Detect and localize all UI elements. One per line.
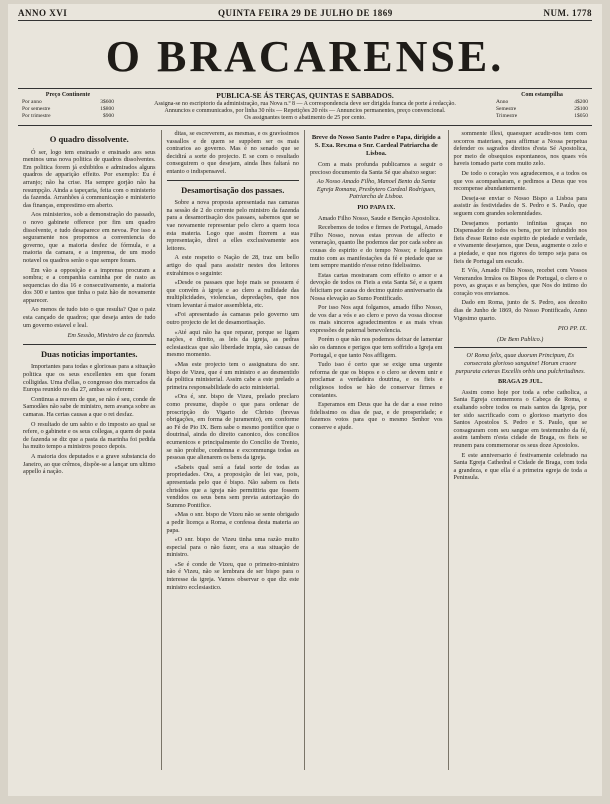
masthead-top-bar [18,8,592,21]
article-paragraph: Desejamos portanto infinitas graças no Dispensador de todos os bens, por ter infundido nos fieis d'esse Reino este espirito de piedade e verdade, e vivamente desejamos, que Deus, augmente o zelo e a piedade, e que nos rigores do tempo seja para os fieis de Portugal um escudo. [453,219,587,265]
article-paragraph: «Sabeis qual será a fatal sorte de todas as propriedades. Ora, a proposição de lei vae, pois, apresentada pelo que é bispo. Não sabem os fieis christãos que a igreja não permittiria que fossem vendidos os seus bens sem previa autorização do Summo Pontifice. [166,463,299,509]
article-paragraph: «Desde os passaes que hoje mais se possuem é que convém à igreja e ao clero a nullidade das multiplicidades, violencias, depredações, que nos viram levantar á maior assembleia, etc. [166,279,299,309]
article-paragraph: Esperamos em Deus que ha de dar a esse reino fidelissimo os dias de paz, e de prosperidade; e fazemos votos para que o mesmo Senhor vos conserve e ajude. [310,401,443,431]
article-paragraph: Dado em Roma, junto de S. Pedro, aos dezoito dias de Junho de 1869, do Nosso Pontificado, Anno Vigesimo quarto. [453,299,587,322]
issue-date: QUINTA FEIRA 29 DE JULHO DE 1869 [217,8,393,18]
price-value: 4$200 [574,99,588,105]
article-columns [18,130,592,770]
price-label: Trimestre [496,113,518,119]
article-signature: Em Sessão, Ministro de ca fazenda. [67,332,156,340]
article-paragraph: Tudo isso é certo que se exige uma urgente reforma de que os bispos e o clero se devem unir e proclamar a verdadeira doutrina, e os fieis e religiosos todos se hão de conservar firmes e constantes. [310,361,443,399]
article-paragraph: «Mas o snr. bispo de Vizeu não se sente obrigado a pedir licença a Roma, e confessa desta materia ao papa. [166,511,299,534]
article-paragraph: De todo o coração vos agradecemos, e a todos os que vos acompanharam, e pedimos a Deus que vos recompense abundantemente. [453,169,587,193]
pope-signature: PIO PP. IX. [557,325,587,333]
article-paragraph: «Até aqui não ha que reparar, porque se ligam nações, e direito, as leis da igreja, as pedras eclesiasticas que são liberdade impia, são causas de mesmo momento. [166,328,299,359]
pope-signature: PIO PAPA IX. [357,203,396,211]
letter-address: Ao Nosso Amado Filho, Manoel Bento da Santa Egreja Romana, Presbytero Cardeal Rodrigues, Patriarcha de Lisboa. [316,178,436,201]
price-label: Por anno [22,99,42,105]
article-paragraph: Assim como hoje por toda a orbe catholica, a Santa Egreja commemora o Cabeça de Roma, e exaltando sobre todos os mais santos da Igreja, por ter sido sacrificado com o glorioso martyrio dos Santos Apostolos S. Pedro e S. Paulo, que se consagraram com seu sangue em testemunho da fé, assim tambem n'esta cidade de Braga, os fieis se reunem para commemorar os seus doze Apostolos. [453,388,587,449]
article-paragraph: «Mas este projecto tem o assignatura do snr. bispo de Vizeu, que é um ministro e ao desmentido da politica ministerial. Assim cabe a este prelado a primeira responsabilidade do acto ministerial. [166,361,299,391]
article-heading: Breve do Nosso Santo Padre o Papa, dirigido a S. Exa. Rev.ma o Snr. Cardeal Patriarcha de Lisboa. [311,134,441,157]
article-paragraph: O resultado de um sabio e do imposto ao qual se refere, o gabinete e os seus collegas, a quem de pasta de fazenda se diz que a pasta da marinha foi pedida ha muito tempo a ministros pouco depois. [23,420,156,451]
newspaper-page [8,4,602,796]
article-paragraph: Por isso Nos aqui folgamos, amado filho Nosso, de vos dar a vós e ao clero e povo da vossa diocese os mais sinceros agradecimentos e as mais vivas expressões de paternal benevolencia. [310,304,443,334]
price-label: Anno [496,99,509,105]
article-paragraph: E este anniversario é festivamente celebrado na Santa Egreja Cathedral e Cidade de Braga, com toda a grandeza, e que ella é a primeira egreja de toda a Peninsula. [453,451,587,482]
price-label: Semestre [496,106,517,112]
publication-schedule: PUBLICA-SE ÁS TERÇAS, QUINTAS E SABBADOS. [216,91,394,100]
article-paragraph: «Ora é, snr. bispo de Vizeu, prelado preclaro como presume, dispõe o que para ordenar de proscripção do Vigario de Christo (brevas obrigações, em forma de juramento), em conforme ao Fé de Pio IX. Bem sabe o mesmo pontífice que o doutrinal, ainda do direito canonico, dos concilios ecumenicos e principalmente do Concilio de Trento, se não prohibe, condemna e excommunga todas as pessoas que alienarem os bens da igreja. [166,393,299,462]
article-paragraph: Deseja-se enviar o Nosso Bispo a Lisboa para assistir ás festividades de S. Pedro e S. Paulo, que seguem com grandes solemnidades. [453,194,587,217]
column-4 [449,130,593,770]
article-heading: Duas noticias importantes. [40,348,138,359]
article-paragraph: A maioria dos deputados e a grave substancia do Janeiro, ao que crêmos, dispõe-se a lançar um ultimo appello á nação. [23,452,156,476]
source-citation: (De Bem Publico.) [497,335,544,343]
article-paragraph: ditas, se escreverem, as mesmas, e os gravíssimos vassallos e de quem se suppõem ser os mais contrarios ao governo. Mas é no senado que se decidirá a sorte do projecto. E se com o resultado conseguirem o que desejam, ainda lhes faltará no entanto o indispensavel. [166,130,299,175]
price-label: Por trimestre [22,113,51,119]
info-line: Assigna-se no escriptorio da administração, rua Nova n.º 8 — A correspondencia deve ser dirigida franca de porte á redacção. [154,101,456,107]
latin-quote: O! Roma felix, quae duorum Principum, Es consecrata glorioso sanguine! Horum cruore purpurata ceteras Excellis orbis una pulchritudines. [455,352,586,375]
column-2 [162,130,306,770]
article-paragraph: Ó ser, logo tem ensinado e ensinado aos seus meninos uma nova politica de quadros dissolventes. Em politica forem já exhibidos e admirados alguns quadros de apparição effeito. Por exemplo: Eu é arranjo; não ha crise. Ha sempre gorjão não ha resumpção. Ainda a tapeçaria, feita com o ministerio da fazenda. Arranhões á communicação e ministerio das finanças, emprestimo em aberto. [23,148,156,209]
price-value: 1$050 [574,113,588,119]
price-heading-left: Preço Continente [45,92,91,98]
price-value: 1$800 [100,106,114,112]
article-paragraph: «O snr. bispo de Vizeu tinha uma razão muito especial para o não fazer, era a sua situação de ministro. [166,536,299,559]
article-paragraph: Ao menos de tudo isto o que resulta? Que o paiz esta cançado de quadros; que deseja antes de tudo um governo estavel e leal. [23,306,156,329]
article-paragraph: sommente illesi, quaesquer acudir-nos tem com socorros materiaes, para affirmar a Nossa perpetua defender os sagrados direitos d'esta Sé Apostolica, por meio de obsequios espontaneos, nos quaes vós haveis tomado parte com muito zelo. [453,130,587,168]
price-heading-right: Com estampilha [521,92,563,98]
subscription-info [18,88,592,126]
price-value: 2$100 [574,106,588,112]
price-box-right [496,92,588,122]
info-line: Annuncios e communicados, por linha 30 réis — Repetições 20 réis — Annuncios permanentes, preço convencional. [164,108,446,114]
article-paragraph: Amado Filho Nosso, Saude e Benção Apostolica. [318,214,441,222]
price-box-left [22,92,114,122]
article-paragraph: «Se é conde de Vizeu, que o primeiro-ministro não é Vizeu, não se lembrara de ser bispo para o interesse da igreja. Vamos observar o que diz este ministro ecclesiastico. [166,560,299,591]
article-paragraph: E Vós, Amado Filho Nosso, recebei com Vossos Venerandos Irmãos os Bispos de Portugal, o clero e o povo, as graças e as benções, que Nos do intimo do coração vos enviamos. [453,267,587,297]
article-paragraph: «Foi apresentado ás camaras pelo governo um outro projecto de lei de desamortisação. [166,311,299,327]
publication-info [120,92,490,122]
article-heading: Desamortisação dos passaes. [181,184,285,195]
article-heading: O quadro dissolvente. [49,134,129,144]
article-paragraph: Em vão a opposição e a imprensa procuram a sombra; e a companhia caminha por de rasto as sequencias do dia 16 e consecutivamente, a maioria dos 300 e tantos que tinha o paiz hão de novamente apparecer. [23,266,156,304]
column-1 [18,130,162,770]
info-line: Os assignantes teem o abatimento de 25 por cento. [244,115,366,121]
divider [167,180,300,181]
issue-number: NUM. 1778 [543,8,592,18]
article-paragraph: Estas cartas mostraram com effeito o amor e a devoção de todos os Fieis a esta Santa Sé, e a quem felicitam por causa do decimo quinto anniversario da Nossa elevação ao Sumo Pontificado. [310,271,443,302]
dateline: BRAGA 29 JUL. [497,378,543,386]
price-value: 3$600 [100,99,114,105]
divider [454,347,588,348]
article-paragraph: Aos ministerios, sob a demonstração do passado, o novo gabinete offerece por fim um quadro dissolvente, e tudo desaparece em nevoa. Por isso a seguramente nos propomos a conveniencia do governo, que a maioria desfez de fórmula, e a maioria da camara, e a imprensa, de um modo notavel os quadros serão o que sempre foram. [23,211,156,264]
article-paragraph: Recebemos de todos e firmes de Portugal, Amado Filho Nosso, novas estas provas de affecto e veneração, quanto lhe podemos dar por cada sobre as cousas do espirito e do tempo Nosso; e folgamos muito com as manifestações da fé e piedade que se tem sempre mantido n'esse reino fidelissimo. [310,224,443,270]
price-value: $900 [103,113,114,119]
divider [23,344,156,345]
year-label: ANNO XVI [18,8,68,18]
column-3 [305,130,449,770]
article-paragraph: A este respeito o Nação de 28, traz um bello artigo do qual para assistir nestes dos leitores extrahimos o seguinte: [166,254,299,277]
article-paragraph: Importantes para todas e gloriosas para a situação politica que os seus excellentes em que foram colligidas. Uma d'ellas, o congresso dos mercados da Europa reunido no dia 27, ambas se referem: [23,363,156,394]
price-label: Por semestre [22,106,51,112]
newspaper-title: O BRACARENSE. [105,32,505,81]
article-paragraph: Sobre a nova proposta apresentada nas camaras na sessão de 2 do corrente pelo ministro da fazenda para a desamortisação dos passaes, sabemos que se vae novamente representar pelo clero a quem toca esta materia. Logo que assim fizerem a sua representação, direi a elles exclusivamente aos leitores. [166,199,299,252]
article-paragraph: Com a mais profunda publicamos a seguir o precioso documento da Santa Sé que abaixo segue: [310,161,443,176]
article-paragraph: Porém o que não nos podemos deixar de lamentar são os damnos e perigos que tem soffrido a Igreja em Portugal, e que tanto Nos affligem. [310,336,443,359]
article-paragraph: Continua a nuvem de que, se não é seu, conde de Samodães não sabe de ministro, nem avança sobre as camaras. Ha certas causas a que o rei desfaz. [23,395,156,418]
